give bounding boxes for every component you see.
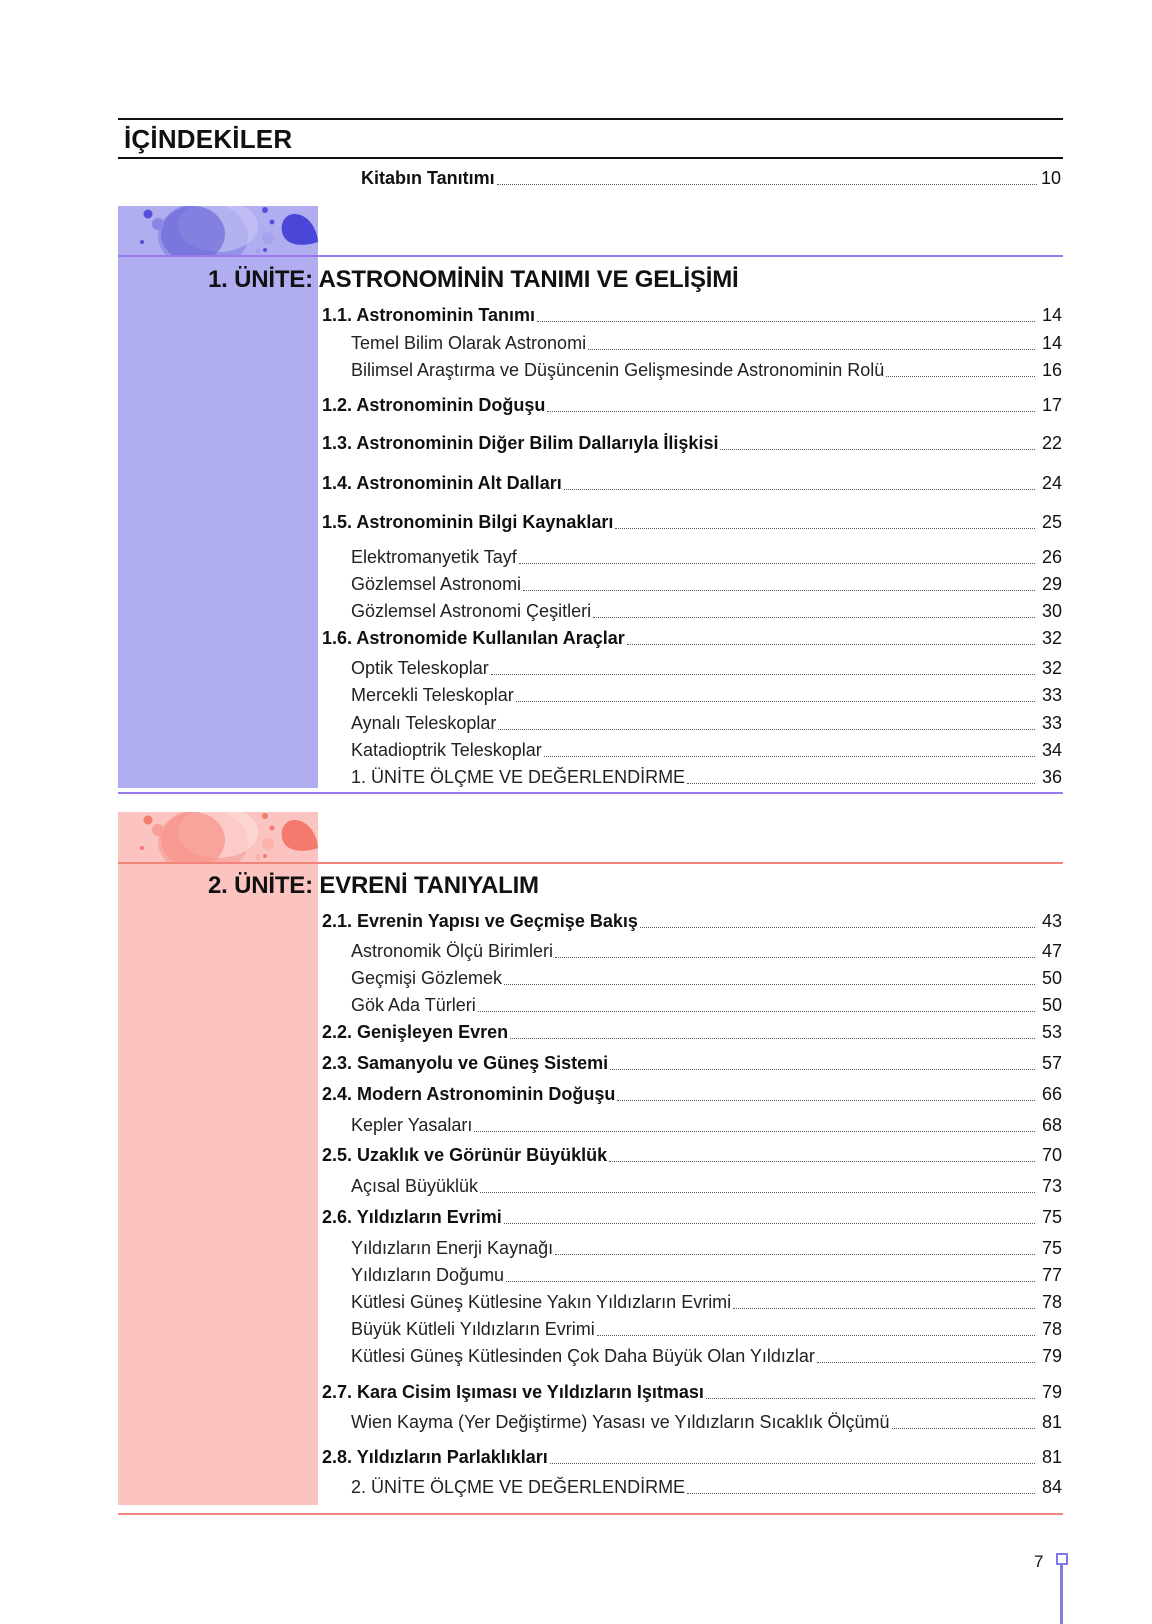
unit2-bubble-decoration	[118, 812, 318, 862]
toc-entry-page: 81	[1041, 1412, 1062, 1432]
dot-leader	[519, 562, 1035, 564]
dot-leader	[817, 1361, 1035, 1363]
header-top-rule	[118, 118, 1063, 120]
dot-leader	[687, 1492, 1035, 1494]
toc-entry[interactable]	[351, 1238, 1062, 1260]
dot-leader	[564, 488, 1035, 490]
toc-entry-label: Gözlemsel Astronomi Çeşitleri	[351, 601, 592, 621]
unit1-top-rule	[118, 255, 1063, 257]
toc-entry-label: 1.4. Astronominin Alt Dalları	[322, 473, 562, 493]
dot-leader	[523, 589, 1035, 591]
toc-entry[interactable]	[322, 1022, 1062, 1044]
toc-entry-label: Aynalı Teleskoplar	[351, 713, 497, 733]
toc-entry[interactable]	[351, 1265, 1062, 1287]
toc-entry[interactable]	[351, 1412, 1062, 1434]
toc-entry-label: 1.1. Astronominin Tanımı	[322, 305, 536, 325]
toc-entry[interactable]	[322, 433, 1062, 455]
toc-entry-label: Kütlesi Güneş Kütlesine Yakın Yıldızların Evrimi	[351, 1292, 732, 1312]
dot-leader	[478, 1010, 1035, 1012]
toc-entry[interactable]	[322, 1207, 1062, 1229]
dot-leader	[597, 1334, 1035, 1336]
toc-entry[interactable]	[322, 395, 1062, 417]
dot-leader	[555, 956, 1035, 958]
toc-entry-page: 17	[1041, 395, 1062, 415]
toc-entry-label: 2.6. Yıldızların Evrimi	[322, 1207, 502, 1227]
toc-entry-page: 25	[1041, 512, 1062, 532]
toc-entry-page: 24	[1041, 473, 1062, 493]
toc-entry[interactable]	[322, 305, 1062, 327]
toc-entry-page: 77	[1041, 1265, 1062, 1285]
toc-entry-label: Astronomik Ölçü Birimleri	[351, 941, 554, 961]
toc-entry-page: 53	[1041, 1022, 1062, 1042]
unit1-title: 1. ÜNİTE: ASTRONOMİNİN TANIMI VE GELİŞİMİ	[208, 266, 739, 293]
toc-entry-label: Kitabın Tanıtımı	[361, 168, 495, 188]
toc-entry-page: 33	[1041, 685, 1062, 705]
toc-entry-label: Elektromanyetik Tayf	[351, 547, 517, 567]
toc-entry-page: 68	[1041, 1115, 1062, 1135]
dot-leader	[593, 616, 1035, 618]
toc-entry[interactable]	[351, 941, 1062, 963]
toc-entry-label: Yıldızların Doğumu	[351, 1265, 505, 1285]
unit2-top-rule	[118, 862, 1063, 864]
toc-entry-label: 2.4. Modern Astronominin Doğuşu	[322, 1084, 616, 1104]
toc-entry-page: 10	[1040, 168, 1061, 188]
unit1-bottom-rule	[118, 792, 1063, 794]
toc-entry-page: 14	[1041, 305, 1062, 325]
dot-leader	[555, 1253, 1035, 1255]
toc-entry-page: 30	[1041, 601, 1062, 621]
dot-leader	[609, 1160, 1035, 1162]
toc-entry-label: 1. ÜNİTE ÖLÇME VE DEĞERLENDİRME	[351, 767, 686, 787]
toc-entry-label: 1.3. Astronominin Diğer Bilim Dallarıyla İlişkisi	[322, 433, 719, 453]
toc-entry-page: 79	[1041, 1382, 1062, 1402]
dot-leader	[480, 1191, 1035, 1193]
toc-entry-page: 32	[1041, 628, 1062, 648]
dot-leader	[516, 700, 1035, 702]
toc-entry-label: Bilimsel Araştırma ve Düşüncenin Gelişmesinde Astronominin Rolü	[351, 360, 885, 380]
page-number: 7	[1034, 1552, 1044, 1571]
unit2-side-panel	[118, 812, 318, 1505]
toc-entry-page: 84	[1041, 1477, 1062, 1497]
toc-entry-page: 47	[1041, 941, 1062, 961]
toc-entry-page: 26	[1041, 547, 1062, 567]
dot-leader	[547, 410, 1035, 412]
dot-leader	[504, 983, 1035, 985]
page-marker-line	[1060, 1565, 1063, 1624]
toc-entry-label: Katadioptrik Teleskoplar	[351, 740, 542, 760]
toc-entry-page: 66	[1041, 1084, 1062, 1104]
toc-entry-page: 43	[1041, 911, 1062, 931]
toc-entry-label: Kütlesi Güneş Kütlesinden Çok Daha Büyük Olan Yıldızlar	[351, 1346, 815, 1366]
toc-entry-label: Gök Ada Türleri	[351, 995, 476, 1015]
toc-entry-page: 50	[1041, 968, 1062, 988]
toc-entry-page: 50	[1041, 995, 1062, 1015]
toc-entry-page: 78	[1041, 1319, 1062, 1339]
toc-entry-page: 22	[1041, 433, 1062, 453]
toc-entry-page: 78	[1041, 1292, 1062, 1312]
dot-leader	[497, 183, 1037, 185]
toc-entry-page: 36	[1041, 767, 1062, 787]
toc-entry-page: 57	[1041, 1053, 1062, 1073]
dot-leader	[627, 643, 1035, 645]
toc-entry[interactable]	[351, 1176, 1062, 1198]
toc-entry-label: 1.2. Astronominin Doğuşu	[322, 395, 546, 415]
toc-entry[interactable]	[322, 1084, 1062, 1106]
dot-leader	[550, 1462, 1035, 1464]
toc-entry-page: 33	[1041, 713, 1062, 733]
toc-entry-page: 34	[1041, 740, 1062, 760]
dot-leader	[617, 1099, 1035, 1101]
dot-leader	[886, 375, 1035, 377]
toc-entry-page: 29	[1041, 574, 1062, 594]
toc-entry[interactable]	[351, 1319, 1062, 1341]
toc-entry[interactable]	[351, 547, 1062, 569]
toc-entry-label: Gözlemsel Astronomi	[351, 574, 522, 594]
toc-entry[interactable]	[322, 473, 1062, 495]
header-bottom-rule	[118, 157, 1063, 159]
toc-entry[interactable]	[351, 1477, 1062, 1499]
toc-entry-label: Büyük Kütleli Yıldızların Evrimi	[351, 1319, 595, 1339]
toc-entry-label: 2.3. Samanyolu ve Güneş Sistemi	[322, 1053, 609, 1073]
toc-entry[interactable]	[351, 995, 1062, 1017]
toc-entry[interactable]	[322, 1053, 1062, 1075]
toc-entry-label: Mercekli Teleskoplar	[351, 685, 514, 705]
dot-leader	[706, 1397, 1035, 1399]
dot-leader	[687, 782, 1035, 784]
toc-entry-label: Optik Teleskoplar	[351, 658, 489, 678]
dot-leader	[640, 926, 1035, 928]
toc-entry-page: 16	[1041, 360, 1062, 380]
toc-entry-page: 14	[1041, 333, 1062, 353]
dot-leader	[498, 728, 1035, 730]
toc-entry-label: Geçmişi Gözlemek	[351, 968, 503, 988]
toc-entry-page: 32	[1041, 658, 1062, 678]
toc-entry-label: Yıldızların Enerji Kaynağı	[351, 1238, 554, 1258]
toc-entry-page: 81	[1041, 1447, 1062, 1467]
toc-entry-label: Temel Bilim Olarak Astronomi	[351, 333, 587, 353]
page-title: İÇİNDEKİLER	[124, 124, 293, 154]
dot-leader	[474, 1130, 1035, 1132]
toc-entry[interactable]	[322, 512, 1062, 534]
toc-entry-page: 73	[1041, 1176, 1062, 1196]
toc-entry-label: 2.7. Kara Cisim Işıması ve Yıldızların Işıtması	[322, 1382, 704, 1402]
toc-entry[interactable]	[322, 1382, 1062, 1404]
toc-entry[interactable]	[351, 574, 1062, 596]
toc-entry[interactable]	[322, 1145, 1062, 1167]
dot-leader	[610, 1068, 1035, 1070]
dot-leader	[615, 527, 1035, 529]
dot-leader	[537, 320, 1035, 322]
dot-leader	[506, 1280, 1035, 1282]
toc-entry-intro[interactable]	[361, 168, 1061, 190]
dot-leader	[491, 673, 1035, 675]
toc-entry-label: Wien Kayma (Yer Değiştirme) Yasası ve Yıldızların Sıcaklık Ölçümü	[351, 1412, 890, 1432]
toc-entry-label: 1.6. Astronomide Kullanılan Araçlar	[322, 628, 625, 648]
dot-leader	[720, 448, 1035, 450]
toc-entry-label: 2.5. Uzaklık ve Görünür Büyüklük	[322, 1145, 608, 1165]
unit1-bubble-decoration	[118, 206, 318, 256]
toc-entry[interactable]	[351, 658, 1062, 680]
toc-entry-page: 75	[1041, 1238, 1062, 1258]
unit2-bottom-rule	[118, 1513, 1063, 1515]
dot-leader	[588, 348, 1035, 350]
toc-entry[interactable]	[351, 1292, 1062, 1314]
dot-leader	[733, 1307, 1035, 1309]
toc-entry-label: Kepler Yasaları	[351, 1115, 473, 1135]
toc-entry[interactable]	[351, 1346, 1062, 1368]
dot-leader	[510, 1037, 1035, 1039]
toc-entry-label: Açısal Büyüklük	[351, 1176, 479, 1196]
toc-entry[interactable]	[351, 333, 1062, 355]
toc-entry-page: 79	[1041, 1346, 1062, 1366]
toc-entry[interactable]	[351, 968, 1062, 990]
page-marker-icon	[1056, 1553, 1068, 1565]
toc-entry[interactable]	[351, 360, 1062, 382]
toc-entry-label: 2.2. Genişleyen Evren	[322, 1022, 509, 1042]
unit2-title: 2. ÜNİTE: EVRENİ TANIYALIM	[208, 872, 539, 899]
toc-entry[interactable]	[351, 767, 1062, 789]
toc-entry[interactable]	[322, 1447, 1062, 1469]
toc-entry[interactable]	[322, 628, 1062, 650]
toc-entry-label: 2.8. Yıldızların Parlaklıkları	[322, 1447, 548, 1467]
toc-entry[interactable]	[351, 685, 1062, 707]
toc-entry-label: 2. ÜNİTE ÖLÇME VE DEĞERLENDİRME	[351, 1477, 686, 1497]
toc-entry-page: 70	[1041, 1145, 1062, 1165]
toc-entry[interactable]	[322, 911, 1062, 933]
toc-entry-label: 2.1. Evrenin Yapısı ve Geçmişe Bakış	[322, 911, 638, 931]
toc-entry-page: 75	[1041, 1207, 1062, 1227]
dot-leader	[892, 1427, 1035, 1429]
dot-leader	[504, 1222, 1035, 1224]
toc-entry[interactable]	[351, 1115, 1062, 1137]
toc-entry[interactable]	[351, 601, 1062, 623]
dot-leader	[544, 755, 1035, 757]
toc-entry-label: 1.5. Astronominin Bilgi Kaynakları	[322, 512, 614, 532]
toc-entry[interactable]	[351, 740, 1062, 762]
toc-entry[interactable]	[351, 713, 1062, 735]
